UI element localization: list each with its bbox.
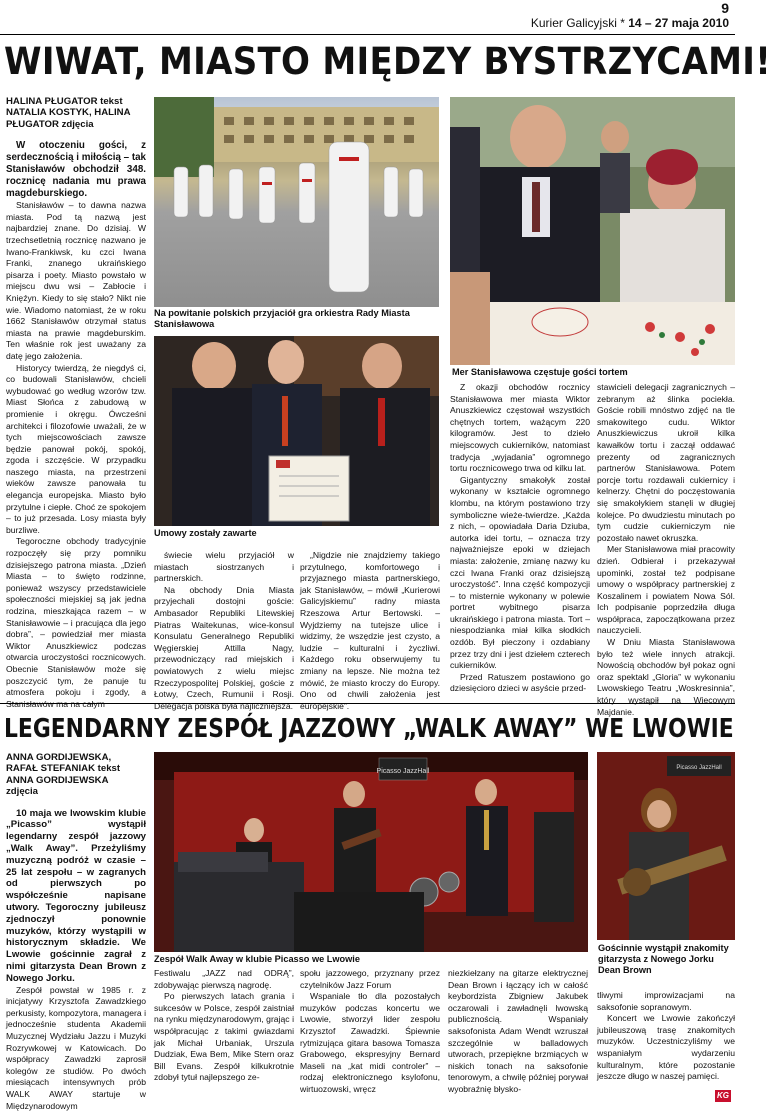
article2-byline: ANNA GORDIJEWSKA, RAFAŁ STEFANIAK tekst ANNA GORDIJEWSKA zdjęcia — [6, 752, 121, 798]
band-caption: Zespół Walk Away w klubie Picasso we Lwowie — [154, 954, 360, 964]
article1-col2: świecie wielu przyjaciół w miastach siostrzanych i partnerskich. Na obchody Dnia Miasta przyjechali dostojni goście: Ambasador Republiki Litewskiej Piatras Waitekunas, wice-konsul Konsulatu Generalnego Republiki Węgierskiej Attilla Nagy, przewodniczący rad miejskich i powiatowych z wielu miejsc Rzeczypospolitej Polskiej, goście z Łotwy, Czech, Rumunii i Rosji. Delegacja polska była najliczniejsza. — [154, 550, 294, 711]
article1-col3: „Nigdzie nie znajdziemy takiego przytulnego, komfortowego i przyjaznego miasta partnerskiego, jak Stanisławów, – mówił „Kurierowi Galicyjskiemu” radny miasta Rzeszowa Artur Bertowski. – Wyjdziemy na tutejsze ulice i widzimy, że wszędzie jest czysto, a ludzie – kulturalni i życzliwi. Każdego roku obserwujemy tu zmiany na lepsze. Nie można też mówić, że miasto kroczy do Europy. Ono od chwili założenia jest europejskie”. — [300, 550, 440, 711]
orchestra-caption: Na powitanie polskich przyjaciół gra orkiestra Rady Miasta Stanisławowa — [154, 308, 410, 329]
agreement-caption: Umowy zostały zawarte — [154, 528, 257, 538]
article1-headline: WIWAT, MIASTO MIĘDZY BYSTRZYCAMI! — [4, 40, 771, 83]
article2-lead: 10 maja we lwowskim klubie „Picasso” wystąpił legendarny zespół jazzowy „Walk Away”. Przeżyliśmy muzyczną podróż w czasie – 25 lat zespołu – w zagranych od pierwszych po współcześnie napisane utwory. Tegoroczny jubileusz zjednoczył ponownie muzyków, którzy wystąpili w historycznym składzie. We Lwowie gościnnie zagrał z nimi gitarzysta Dean Brown z Nowego Jorku. — [6, 807, 146, 984]
article-divider — [0, 703, 735, 704]
article2-col3: społu jazzowego, przyznany przez czytelników Jazz Forum Wspaniale tło dla pozostałych muzyków podczas koncertu we Lwowie, stworzył lider zespołu Krzysztof Zawadzki. Śpiewnie rytmizująca gitara basowa Tomasza Grabowego, ekspresyjny Bernard Maseli na „kat midi controler” – rodzaj elektronicznego ksylofonu, wirtuozowski, wręcz — [300, 968, 440, 1094]
article2-col4: niezkiełzany na gitarze elektrycznej Dean Brown i łączący ich w całość keybordzista Zbigniew Jakubek oczarowali i zawładnęli lwowską publicznością. Wspaniały saksofonista Adam Wendt wzruszał szczególnie w balladowych utworach, przepiękne brzmiących w niskich tonach na saksofonie tenorowym, a chwilę później porywał wyobraźnię błysko- — [448, 968, 588, 1094]
cake-photo — [450, 97, 735, 365]
article1-lead: W otoczeniu gości, z serdecznością i miłością – tak Stanisławów obchodził 348. rocznicę nadania mu prawa magdeburskiego. — [6, 140, 146, 200]
page-number: 9 — [721, 0, 729, 16]
banner-left: Picasso JazzHall — [376, 768, 430, 775]
orchestra-photo — [154, 97, 439, 307]
guitarist-caption: Gościnnie wystąpił znakomity gitarzysta z Nowego Jorku Dean Brown — [598, 943, 729, 975]
article1-col5: stawicieli delegacji zagranicznych – zebranym aż ślinka pociekła. Goście robili mnóstwo zdjęć na tle smakowitego cudu. Wiktor Anuszkiewiczus ukroił kilka kawałków tortu i zaczął oddawać prezenty od zagranicznych partnerów Stanisławowa. Potem porcje tortu rozdawali cukiernicy i kelnerzy. Chętni do poczęstowania się smakołykiem stanęli w długiej kolejce. Po dwudziestu minutach po tym cudzie cukierniczym nie pozostało nawet okruszka. Mer Stanisławowa miał pracowity dzień. Odbierał i przekazywał upominki, został też podpisane umowy o współpracy partnerskiej z Koszalinem i powiatem Nowa Sól. Ich podpisanie poprzedziła długa współpraca, zapoczątkowana przez nauczycieli. W Dniu Miasta Stanisławowa było też wiele innych atrakcji. Nowością obchodów był pokaz ogni oraz spektakl „Gloria” w wykonaniu Lwowskiego Teatru „Woskresinnia”, który wystąpił na Wiecowym Majdanie. — [597, 382, 735, 717]
guitarist-photo — [597, 752, 735, 940]
header-rule — [0, 34, 735, 35]
kg-logo: KG — [717, 1091, 729, 1100]
article1-col4: Z okazji obchodów rocznicy Stanisławowa mer miasta Wiktor Anuszkiewicz częstował wszystkich chętnych tortem, ważącym 220 kilogramów. Jest to dzieło miejscowych cukierników, natomiast tradycja „wyjadania” ogromnego tortu rocznicowego trwa od kilku lat. Gigantyczny smakołyk został wykonany w kształcie ogromnego klombu, na którym postawiono trzy symboliczne wieże-twierdze. „Każda z nich, – opowiadała Daria Dziuba, autorka idei tortu, – oznacza trzy najważniejsze epoki w dziejach miasta: założenie, zmianę nazwy ku czci Iwana Franki oraz dzisiejszą uroczystość”. Inna część kompozycji – to misternie wykonany w polewie portret wybitnego pisarza ukraińskiego i patrona miasta. Tort – niespodzianka miał kilka słodkich ozdób. Był pieczony i ozdabiany przez trzy dni i jest dziełem czterech cukierników. Przed Ratuszem postawiono go dziesięciorо dzieci w asyście przed- — [450, 382, 590, 694]
article1-col1: HALINA PŁUGATOR tekst NATALIA KOSTYK, HALINA PŁUGATOR zdjęcia W otoczeniu gości, z serdecznością i miłością – tak Stanisławów obchodził 348. rocznicę nadania mu prawa magdeburskiego. Stanisławów – to dawna nazwa miasta. Pod tą nazwą jest najbardziej znane. Do dzisiaj. W trzechsetletnią rocznicę nazwano je Iwano-Frankiwsk, ku czci Iwana Franki, znanego ukraińskiego pisarza i poety. Miasto powstało w miejscu dwu wsi – Zabłocie i Knięźyn. Kiedy to się stało? Nikt nie wie. Wiadomo natomiast, że w roku 1662 Stanisławów otrzymał status miasta na prawie magdeburskim. Ten właśnie rok jest uważany za datę jego założenia. Historycy twierdzą, że niegdyś ci, co budowali Stanisławów, chcieli wybudować go według wzorów tzw. Miast Słońca z zabudową w promienie i okręgu. Ówcześni architekci i filozofowie uważali, że w tych miejscowościach zawsze będzie panował pokój, spokój, zgoda i szczęście. W przypadku naszego miasta, na przestrzeni wieków zawsze panowała tu elegancja europejska. Miasto było przytulne i ciepłe. Choć ze spokojem – to już przesada. Losy miasta były burzliwe. Tegoroczne obchody tradycyjnie rozpoczęły się przy pomniku dzisiejszego patrona miasta. „Dzień Miasta – to święto rodzinne, ponieważ wszyscy przedstawiciele społeczności miejskiej są jak jedna rodzina, mieszkająca razem – w Stanisławowie – i pracująca dla jego dobra”, – powiedział mer miasta Wiktor Anuszkiewicz podczas otwarcia uroczystości rocznicowych. Obecnie Stanisławów może się poszczycić tym, że panuje tu atmosfera pokoju i zgody, a Stanisławów ma na całym — [6, 96, 146, 709]
article1-byline: HALINA PŁUGATOR tekst NATALIA KOSTYK, HALINA PŁUGATOR zdjęcia — [6, 96, 131, 130]
article2-col2: Festiwalu „JAZZ nad ODRĄ”, zdobywając pierwszą nagrodę. Po pierwszych latach grania i sukcesów w Polsce, zespół zaistniał na rynku międzynarodowym, grając i współpracując z takimi gwiazdami jak Michał Urbaniak, Urszula Dudziak, Ewa Bem, Mike Stern oraz Bill Evans. Zespół kilkukrotnie zdobył tytuł najlepszego ze- — [154, 968, 294, 1083]
masthead: Kurier Galicyjski * 14 – 27 maja 2010 — [530, 16, 729, 30]
banner-right: Picasso JazzHall — [676, 765, 722, 771]
article2-col5: tliwymi improwizacjami na saksofonie sopranowym. Koncert we Lwowie zakończył jubileuszową trasę znakomitych muzyków. Uczestniczyliśmy we wspaniałym wydarzeniu kulturalnym, które pozostanie jeszcze długo w naszej pamięci. — [597, 990, 735, 1082]
publication-name: Kurier Galicyjski — [530, 16, 617, 30]
band-photo — [154, 752, 588, 952]
issue-dates: 14 – 27 maja 2010 — [628, 16, 729, 30]
article2-headline: LEGENDARNY ZESPÓŁ JAZZOWY „WALK AWAY” WE LWOWIE — [4, 714, 734, 744]
agreement-photo — [154, 336, 439, 526]
article2-col1: ANNA GORDIJEWSKA, RAFAŁ STEFANIAK tekst ANNA GORDIJEWSKA zdjęcia 10 maja we lwowskim klubie „Picasso” wystąpił legendarny zespół jazzowy „Walk Away”. Przeżyliśmy muzyczną podróż w czasie – 25 lat zespołu – w zagranych od pierwszych po współcześnie napisane utwory. Tegoroczny jubileusz zjednoczył ponownie muzyków, którzy wystąpili w historycznym składzie. We Lwowie gościnnie zagrał z nimi gitarzysta Dean Brown z Nowego Jorku. Zespół powstał w 1985 r. z inicjatywy Krzysztofa Zawadzkiego perkusisty, kompozytora, managera i jednocześnie studenta Akademii Muzycznej Wydziału Jazzu i Muzyki Rozrywkowej w Katowicach. Do współpracy Zawadzki zaprosił kolegów ze studiów. Po dwóch miesiącach intensywnych prób WALK AWAY startuje w Międzynarodowym — [6, 752, 146, 1111]
cake-caption: Mer Stanisławowa częstuje gości tortem — [452, 367, 628, 377]
